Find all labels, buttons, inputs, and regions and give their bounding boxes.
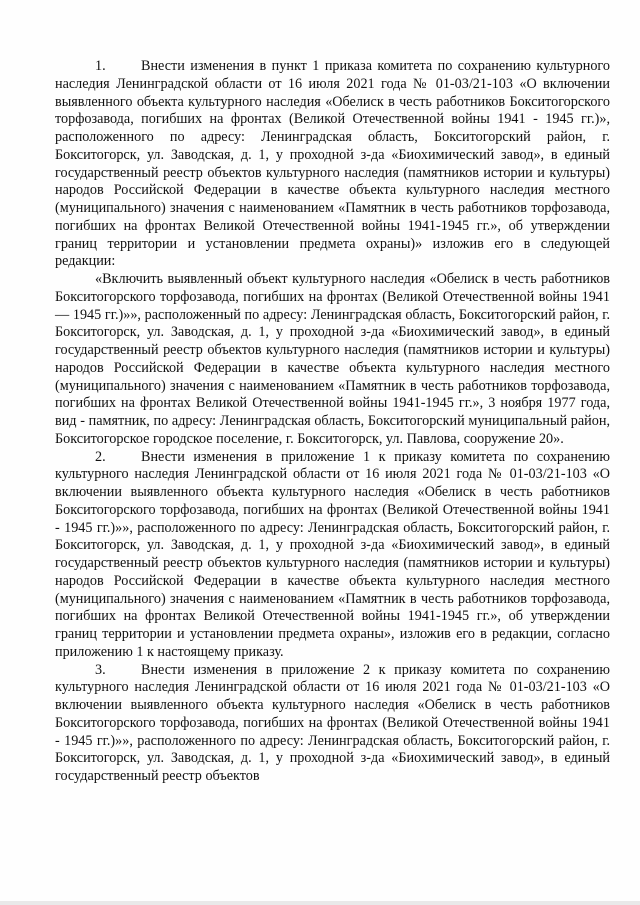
paragraph-1 [55, 58, 610, 271]
paragraph-text: Внести изменения в приложение 2 к приказу комитета по сохранению культурного наследия Ленинградской области от 16 июля 2021 года № 01-03/21-103 «О включении выявленного объекта культурного наследия «Обелиск в честь работников Бокситогорского торфозавода, погибших на фронтах (Великой Отечественной войны 1941 - 1945 гг.)»», расположенного по адресу: Ленинградская область, Бокситогорский район, г. Бокситогорск, ул. Заводская, д. 1, у проходной з-да «Биохимический завод», в единый государственный реестр объектов [55, 661, 610, 784]
paragraph-number: 1. [95, 58, 106, 74]
page-bottom-edge [0, 901, 640, 905]
paragraph-2 [55, 449, 610, 662]
document-body [55, 58, 610, 786]
paragraph-text: Внести изменения в приложение 1 к приказу комитета по сохранению культурного наследия Ленинградской области от 16 июля 2021 года № 01-03/21-103 «О включении выявленного объекта культурного наследия «Обелиск в честь работников Бокситогорского торфозавода, погибших на фронтах (Великой Отечественной войны 1941 - 1945 гг.)»», расположенного по адресу: Ленинградская область, Бокситогорский район, г. Бокситогорск, ул. Заводская, д. 1, у проходной з-да «Биохимический завод», в единый государственный реестр объектов культурного наследия (памятников истории и культуры) народов Российской Федерации в качестве объекта культурного наследия местного (муниципального) значения с наименованием «Памятник в честь работников торфозавода, погибших на фронтах Великой Отечественной войны 1941-1945 гг.», об утверждении границ территории и установлении предмета охраны», изложив его в редакции, согласно приложению 1 к настоящему приказу. [55, 448, 610, 660]
paragraph-3 [55, 662, 610, 786]
paragraph-text: Внести изменения в пункт 1 приказа комитета по сохранению культурного наследия Ленинградской области от 16 июля 2021 года № 01-03/21-103 «О включении выявленного объекта культурного наследия «Обелиск в честь работников Бокситогорского торфозавода, погибших на фронтах (Великой Отечественной войны 1941 - 1945 гг.)», расположенного по адресу: Ленинградская область, Бокситогорский район, г. Бокситогорск, ул. Заводская, д. 1, у проходной з-да «Биохимический завод», в единый государственный реестр объектов культурного наследия (памятников истории и культуры) народов Российской Федерации в качестве объекта культурного наследия местного (муниципального) значения с наименованием «Памятник в честь работников торфозавода, погибших на фронтах Великой Отечественной войны 1941-1945 гг.», об утверждении границ территории и установлении предмета охраны)» изложив его в следующей редакции: [55, 58, 610, 270]
paragraph-text: «Включить выявленный объект культурного наследия «Обелиск в честь работников Бокситогорского торфозавода, погибших на фронтах (Великой Отечественной войны 1941 — 1945 гг.)»», расположенный по адресу: Ленинградская область, Бокситогорский район, г. Бокситогорск, ул. Заводская, д. 1, у проходной з-да «Биохимический завод», в единый государственный реестр объектов культурного наследия (памятников истории и культуры) народов Российской Федерации в качестве объекта культурного наследия местного (муниципального) значения с наименованием «Памятник в честь работников торфозавода, погибших на фронтах Великой Отечественной войны 1941-1945 гг.», 3 ноября 1977 года, вид - памятник, по адресу: Ленинградская область, Бокситогорский муниципальный район, Бокситогорское городское поселение, г. Бокситогорск, ул. Павлова, сооружение 20». [55, 271, 610, 447]
paragraph-quoted-amendment [55, 271, 610, 449]
paragraph-number: 3. [95, 661, 106, 678]
paragraph-number: 2. [95, 448, 106, 465]
